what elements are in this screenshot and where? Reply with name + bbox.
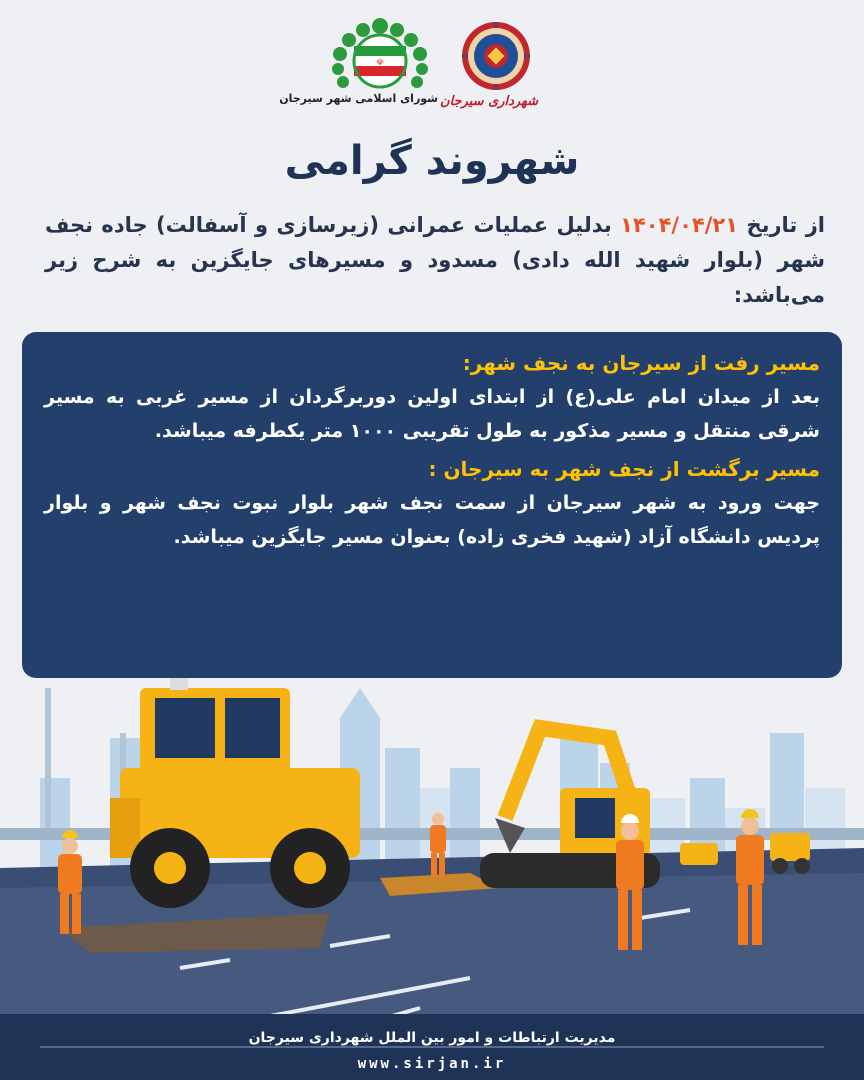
- outbound-route-heading: مسیر رفت از سیرجان به نجف شهر:: [462, 351, 820, 375]
- council-name-text: شورای اسلامی شهر سیرجان: [279, 92, 438, 105]
- footer-website-link[interactable]: www.sirjan.ir: [357, 1056, 507, 1072]
- closure-date: ۱۴۰۴/۰۴/۲۱: [620, 213, 739, 237]
- city-council-logo-icon: [325, 16, 435, 122]
- svg-text:☫: ☫: [375, 58, 385, 68]
- intro-text-start: از تاریخ: [746, 213, 826, 237]
- logo-bar: [0, 12, 864, 122]
- return-route-text: جهت ورود به شهر سیرجان از سمت نجف شهر بلوار نبوت نجف شهر و بلوار پردیس دانشگاه آزاد (شهید فخری زاده) بعنوان مسیر جایگزین میباشد.: [44, 492, 820, 548]
- page-title: شهروند گرامی: [284, 138, 580, 184]
- outbound-route-text: بعد از میدان امام علی(ع) از ابتدای اولین دوربرگردان از مسیر غربی به مسیر شرقی منتقل و مسیر مذکور به طول تقریبی ۱۰۰۰ متر یکطرفه میباشد.: [44, 386, 820, 442]
- intro-paragraph: [45, 208, 825, 313]
- footer-organization: مدیریت ارتباطات و امور بین الملل شهرداری سیرجان: [248, 1030, 616, 1046]
- intro-text-rest: بدلیل عملیات عمرانی (زیرسازی و آسفالت) جاده نجف شهر (بلوار شهید الله دادی) مسدود و مسیرهای جایگزین به شرح زیر می‌باشد:: [45, 213, 825, 307]
- municipality-logo-text: شهرداری سیرجان: [440, 94, 538, 109]
- road-construction-illustration: [0, 678, 864, 1080]
- return-route-heading: مسیر برگشت از نجف شهر به سیرجان :: [428, 457, 820, 481]
- routes-panel: [22, 332, 842, 678]
